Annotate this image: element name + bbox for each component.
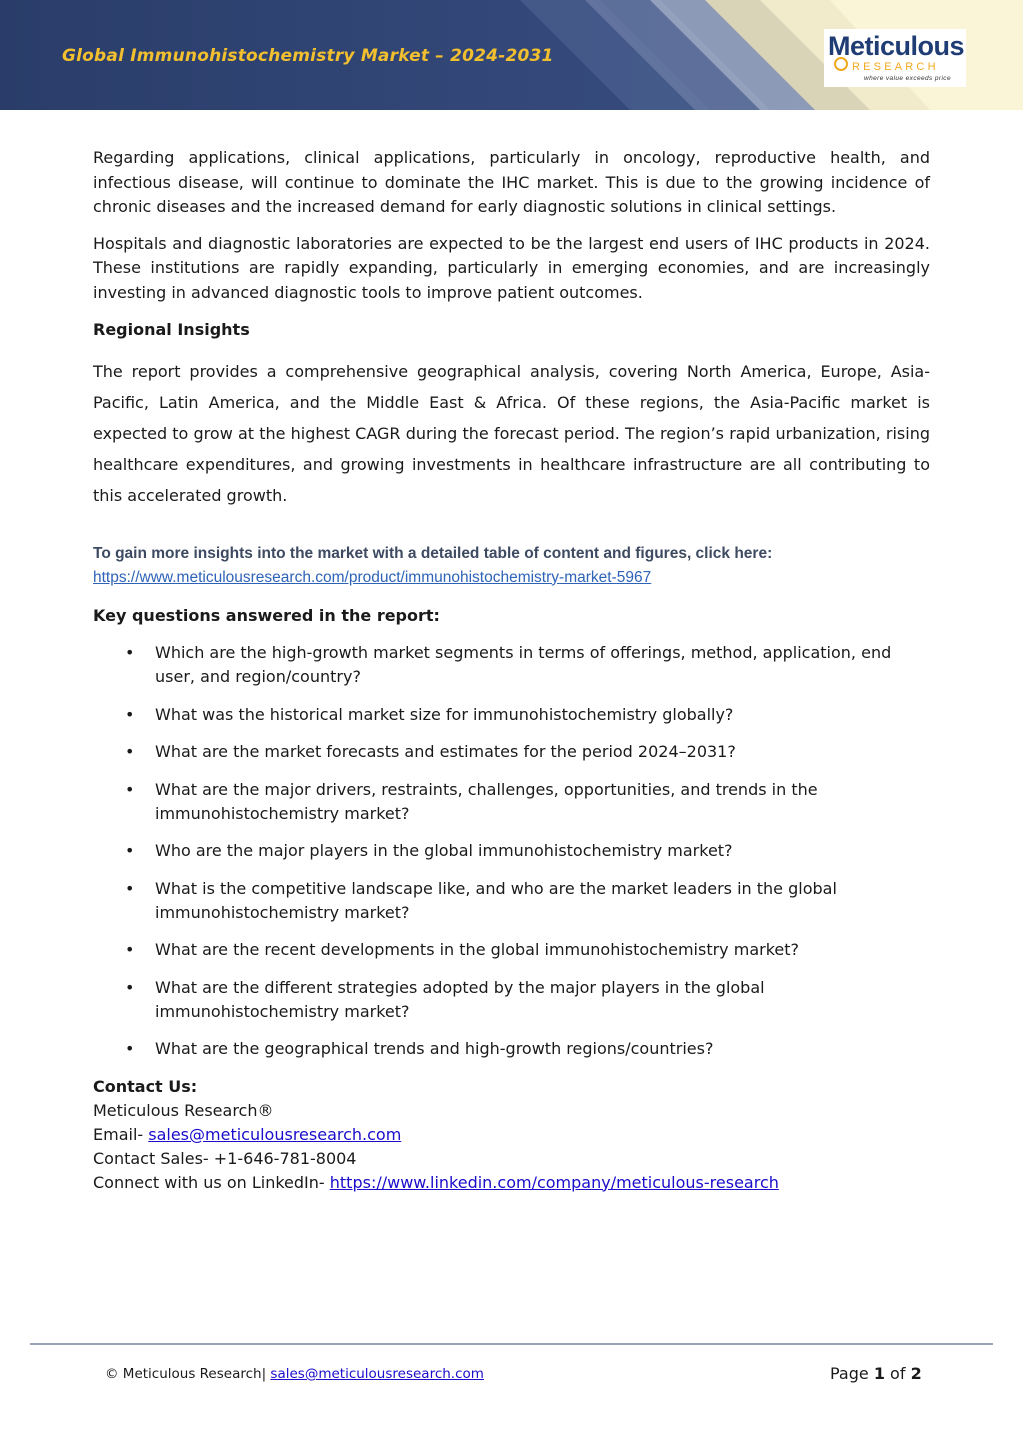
key-questions-heading: Key questions answered in the report: [93,605,440,625]
copyright-text: © Meticulous Research| [105,1366,271,1382]
product-link[interactable]: https://www.meticulousresearch.com/product/immunohistochemistry-market-5967 [93,568,652,586]
contact-email-line [93,1123,930,1147]
paragraph-regional: The report provides a comprehensive geographical analysis, covering North America, Europe, Asia-Pacific, Latin America, and the Middle East & Africa. Of these regions, the Asia-Pacific market is expected to grow at the highest CAGR during the forecast period. The region’s rapid urbanization, rising healthcare expenditures, and growing investments in healthcare infrastructure are all contributing to this accelerated growth. [93,361,930,506]
company-logo [824,29,966,87]
paragraph-applications: Regarding applications, clinical applications, particularly in oncology, reproductive health, and infectious disease, will continue to dominate the IHC market. This is due to the growing incidence of chronic diseases and the increased demand for early diagnostic solutions in clinical settings. [93,148,930,216]
contact-company: Meticulous Research® [93,1100,274,1120]
list-item: • What are the major drivers, restraints, challenges, opportunities, and trends in the immunohistochemistry market? [93,778,930,826]
contact-email-link[interactable]: sales@meticulousresearch.com [148,1124,402,1144]
page-prefix: Page [830,1364,874,1383]
magnifier-icon [834,57,848,71]
logo-tagline: where value exceeds price [864,75,951,82]
contact-linkedin-line [93,1171,930,1195]
page-number [830,1364,922,1383]
footer-email-link[interactable]: sales@meticulousresearch.com [270,1366,484,1382]
footer-copyright [105,1366,484,1382]
email-label: Email- [93,1124,149,1144]
list-item: • What was the historical market size for immunohistochemistry globally? [93,703,930,727]
footer-divider [30,1343,993,1345]
key-questions-list [93,641,930,1061]
page-total: 2 [910,1364,922,1383]
contact-phone: Contact Sales- +1-646-781-8004 [93,1148,357,1168]
list-item: • What are the market forecasts and estimates for the period 2024–2031? [93,740,930,764]
document-body [93,146,930,1195]
list-item: • What are the geographical trends and high-growth regions/countries? [93,1037,930,1061]
contact-heading: Contact Us: [93,1076,198,1096]
logo-wordmark: Meticulous [828,31,965,61]
report-title: Global Immunohistochemistry Market – 2024-2031 [62,46,554,66]
list-item: • What is the competitive landscape like, and who are the market leaders in the global immunohistochemistry market? [93,877,930,925]
page-current: 1 [873,1364,885,1383]
linkedin-link[interactable]: https://www.linkedin.com/company/meticulous-research [329,1172,779,1192]
logo-subtitle: RESEARCH [852,61,939,73]
list-item: • Who are the major players in the global immunohistochemistry market? [93,839,930,863]
list-item: • What are the recent developments in the global immunohistochemistry market? [93,938,930,962]
list-item: • What are the different strategies adopted by the major players in the global immunohistochemistry market? [93,976,930,1024]
cta-text: To gain more insights into the market with a detailed table of content and figures, click here: [93,544,773,562]
regional-insights-heading: Regional Insights [93,320,250,339]
header-banner [0,0,1023,110]
list-item: • Which are the high-growth market segments in terms of offerings, method, application, end user, and region/country? [93,641,930,689]
linkedin-label: Connect with us on LinkedIn- [93,1172,330,1192]
page-of: of [884,1364,911,1383]
contact-section [93,1075,930,1195]
paragraph-end-users: Hospitals and diagnostic laboratories are expected to be the largest end users of IHC products in 2024. These institutions are rapidly expanding, particularly in emerging economies, and are increasingly investing in advanced diagnostic tools to improve patient outcomes. [93,233,930,302]
